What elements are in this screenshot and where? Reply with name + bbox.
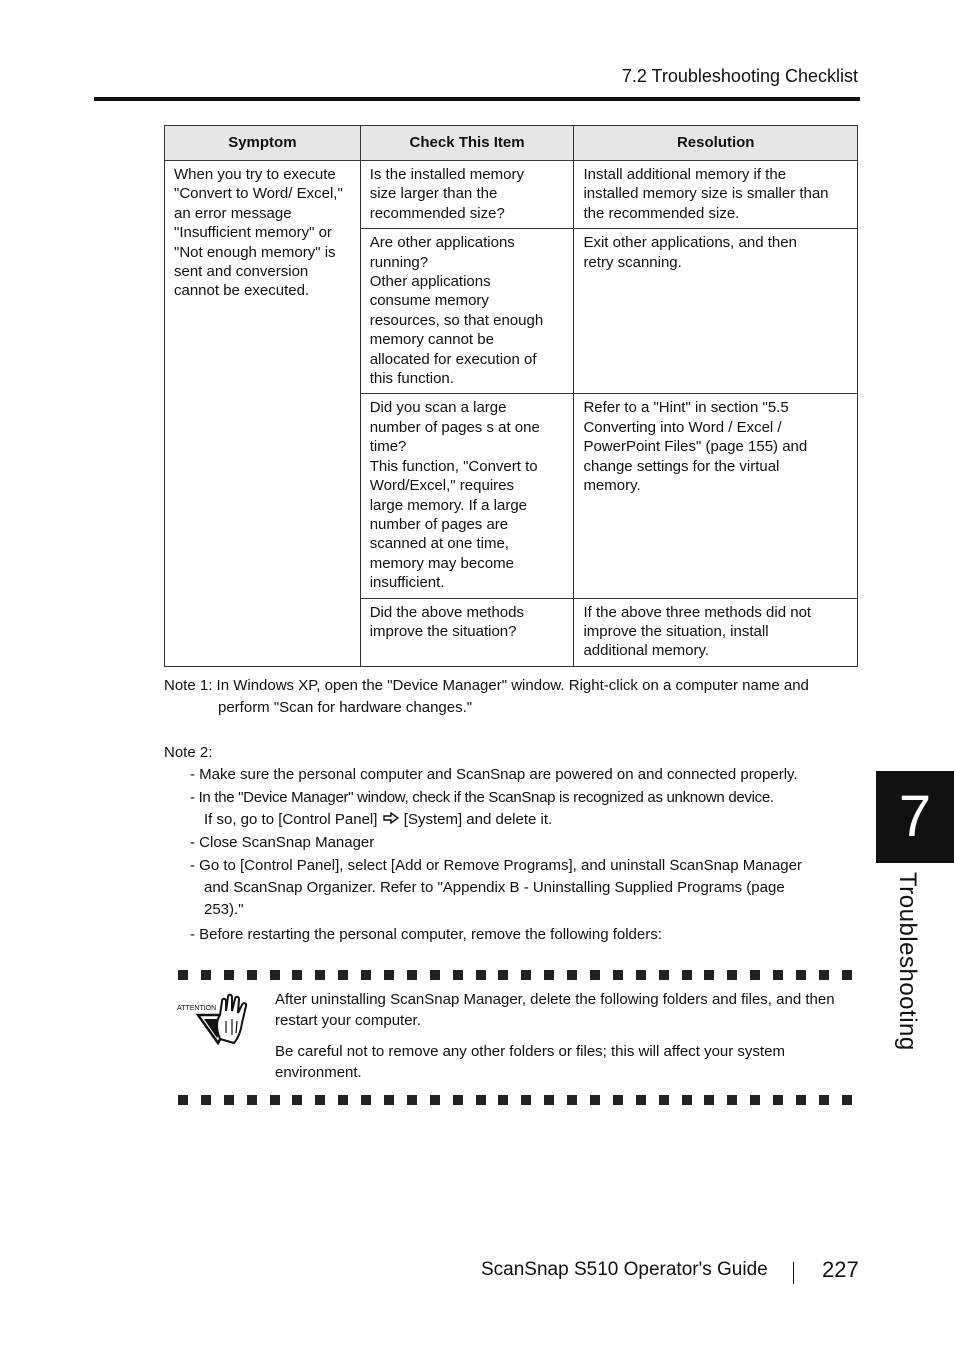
divider-square [476,970,486,980]
symptom-cell: When you try to execute "Convert to Word/ Excel," an error message "Insufficient memory" or "Not enough memory" is sent and conversion cannot be executed. [165,161,361,667]
divider-square [750,1095,760,1105]
note-1-line-2: perform "Scan for hardware changes." [218,699,473,716]
resolution-cell: Refer to a "Hint" in section "5.5 Converting into Word / Excel / PowerPoint Files" (page 155) and change settings for the virtual memory. [574,394,858,598]
note-2-list [190,764,870,947]
troubleshooting-table [164,125,858,667]
divider-square [590,1095,600,1105]
divider-square [842,1095,852,1105]
list-item-text: - Before restarting the personal computer, remove the following folders: [190,926,662,943]
resolution-cell: If the above three methods did not improve the situation, install additional memory. [574,598,858,666]
check-cell: Is the installed memory size larger than the recommended size? [360,161,574,229]
attention-icon-label: ATTENTION [177,1005,217,1012]
header-resolution: Resolution [574,126,858,161]
divider-square [292,970,302,980]
attention-paragraph: Be careful not to remove any other folders or files; this will affect your system environment. [275,1043,785,1081]
list-item [190,787,870,831]
divider-square [796,970,806,980]
divider-square [292,1095,302,1105]
divider-square [659,1095,669,1105]
list-item-text: If so, go to [Control Panel] [204,811,378,828]
check-cell: Did the above methods improve the situation? [360,598,574,666]
check-cell: Are other applications running? Other applications consume memory resources, so that enough memory cannot be allocated for execution of this function. [360,229,574,394]
divider-square [361,1095,371,1105]
note-2-title: Note 2: [164,744,213,761]
divider-square [315,1095,325,1105]
divider-square [384,970,394,980]
divider-square [476,1095,486,1105]
header-check-item: Check This Item [360,126,574,161]
list-item-text: - Close ScanSnap Manager [190,834,375,851]
attention-divider-bottom [178,1095,852,1105]
header-rule [94,97,860,101]
table-row [165,161,858,229]
divider-square [819,1095,829,1105]
divider-square [544,970,554,980]
divider-square [224,970,234,980]
divider-square [567,970,577,980]
note-1-line-1: Note 1: In Windows XP, open the "Device Manager" window. Right-click on a computer name and [164,677,809,694]
list-item-text: - Go to [Control Panel], select [Add or Remove Programs], and uninstall ScanSnap Manager [190,857,802,874]
divider-square [498,970,508,980]
divider-square [613,970,623,980]
divider-square [727,970,737,980]
divider-square [590,970,600,980]
list-item [190,924,870,946]
divider-square [682,1095,692,1105]
divider-square [704,1095,714,1105]
divider-square [178,1095,188,1105]
list-item-continuation: and ScanSnap Organizer. Refer to "Appendix B - Uninstalling Supplied Programs (page [204,879,785,896]
divider-square [682,970,692,980]
page-number: 227 [822,1257,859,1282]
list-item [190,832,870,854]
divider-square [247,970,257,980]
divider-square [407,970,417,980]
divider-square [750,970,760,980]
divider-square [659,970,669,980]
attention-hand-icon [176,993,258,1047]
divider-square [270,1095,280,1105]
chapter-side-label: Troubleshooting [894,872,921,1051]
divider-square [498,1095,508,1105]
divider-square [338,970,348,980]
divider-square [453,1095,463,1105]
list-item [190,855,870,921]
divider-square [178,970,188,980]
divider-square [315,970,325,980]
divider-square [567,1095,577,1105]
divider-square [224,1095,234,1105]
divider-square [453,970,463,980]
divider-square [270,970,280,980]
divider-square [338,1095,348,1105]
section-title: 7.2 Troubleshooting Checklist [621,66,858,86]
divider-square [384,1095,394,1105]
divider-square [636,970,646,980]
list-item-text: - Make sure the personal computer and ScanSnap are powered on and connected properly. [190,766,798,783]
resolution-cell: Install additional memory if the installed memory size is smaller than the recommended size. [574,161,858,229]
divider-square [361,970,371,980]
footer-separator [793,1262,794,1284]
divider-square [201,970,211,980]
footer-guide-title: ScanSnap S510 Operator's Guide [481,1259,768,1280]
divider-square [819,970,829,980]
list-item-text: - In the "Device Manager" window, check if the ScanSnap is recognized as unknown device. [190,789,774,806]
list-item-text: [System] and delete it. [403,811,553,828]
attention-divider-top [178,970,852,980]
divider-square [247,1095,257,1105]
divider-square [636,1095,646,1105]
divider-square [521,1095,531,1105]
list-item-continuation: 253)." [204,901,244,918]
divider-square [842,970,852,980]
divider-square [773,970,783,980]
resolution-cell: Exit other applications, and then retry scanning. [574,229,858,394]
list-item [190,764,870,786]
divider-square [201,1095,211,1105]
divider-square [544,1095,554,1105]
list-item-continuation [190,809,870,831]
divider-square [521,970,531,980]
attention-paragraph: After uninstalling ScanSnap Manager, delete the following folders and files, and then restart your computer. [275,991,835,1029]
divider-square [773,1095,783,1105]
divider-square [796,1095,806,1105]
divider-square [430,970,440,980]
divider-square [727,1095,737,1105]
divider-square [407,1095,417,1105]
divider-square [704,970,714,980]
divider-square [430,1095,440,1105]
divider-square [613,1095,623,1105]
note-1 [164,675,864,719]
check-cell: Did you scan a large number of pages s at one time? This function, "Convert to Word/Excel," requires large memory. If a large number of pages are scanned at one time, memory may become insufficient. [360,394,574,598]
arrow-right-icon [382,811,400,825]
attention-box [275,989,855,1093]
header-symptom: Symptom [165,126,361,161]
chapter-tab: 7 [876,771,954,863]
